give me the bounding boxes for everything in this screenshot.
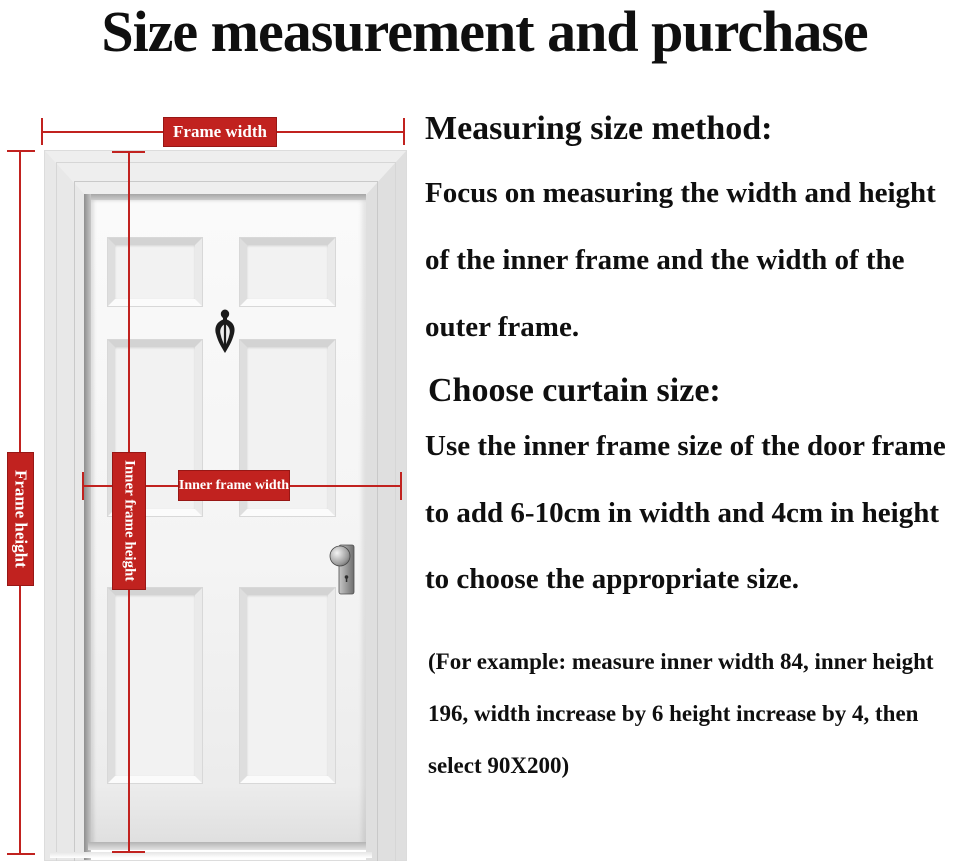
example-line: (For example: measure inner width 84, inner height [428,649,934,674]
door-knocker-icon [211,308,239,356]
frame-height-tick-top [7,150,35,152]
inner-frame-height-label: Inner frame height [112,452,146,590]
inner-frame-height-tick-top [112,151,145,153]
example-line: 196, width increase by 6 height increase by 4, then [428,701,919,726]
frame-width-label: Frame width [163,117,277,147]
door-handle-icon [325,539,359,599]
choose-size-line: to add 6-10cm in width and 4cm in height [425,497,940,529]
inner-frame-height-tick-bottom [112,851,145,853]
frame-width-tick-right [403,118,405,145]
door-jamb-left [84,194,91,860]
frame-height-tick-bottom [7,853,35,855]
measuring-method-line: outer frame. [425,311,580,343]
floor-shadow [50,852,372,858]
frame-height-label: Frame height [7,452,34,586]
measuring-method-heading: Measuring size method: [425,110,773,147]
frame-width-tick-left [41,118,43,145]
door-panel-bottom-right [240,588,335,783]
choose-size-line: to choose the appropriate size. [425,563,799,595]
door-panel-top-left [108,238,202,306]
measuring-method-line: Focus on measuring the width and height [425,177,936,209]
example-line: select 90X200) [428,753,570,778]
choose-size-line: Use the inner frame size of the door frame [425,430,946,462]
inner-frame-width-tick-left [82,472,84,500]
door-panel-bottom-left [108,588,202,783]
choose-size-heading: Choose curtain size: [428,372,721,409]
measuring-method-line: of the inner frame and the width of the [425,244,905,276]
door-panel-top-right [240,238,335,306]
inner-frame-width-label: Inner frame width [178,470,290,501]
inner-frame-width-tick-right [400,472,402,500]
page-title: Size measurement and purchase [101,0,868,64]
